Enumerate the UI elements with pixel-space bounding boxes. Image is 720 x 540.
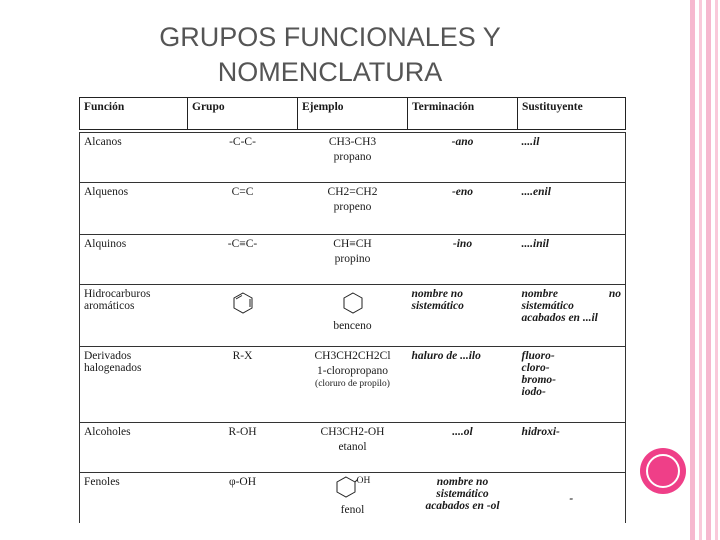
terminacion-line: nombre no — [436, 476, 489, 488]
funcion-line: Hidrocarburos — [84, 288, 151, 300]
cell-terminacion: haluro de ...ilo — [408, 347, 518, 423]
funcion-line: aromáticos — [84, 300, 135, 312]
title-line-2: NOMENCLATURA — [217, 57, 443, 87]
funcion-line: Derivados — [84, 350, 132, 362]
cell-grupo: R-OH — [188, 423, 298, 473]
decorative-rail — [715, 0, 718, 540]
cell-terminacion: -ino — [408, 235, 518, 285]
header-terminacion: Terminación — [408, 98, 518, 130]
decorative-circle — [640, 448, 686, 494]
cell-grupo: -C-C- — [188, 133, 298, 183]
table-row — [80, 473, 626, 523]
header-ejemplo: Ejemplo — [298, 98, 408, 130]
table-row — [80, 183, 626, 235]
ejemplo-nombre: propeno — [333, 201, 372, 213]
sustituyente-line: sistemático — [521, 300, 574, 312]
cell-sustituyente: ....il — [518, 133, 626, 183]
ejemplo-nombre: etanol — [338, 441, 367, 453]
ejemplo-formula: CH3CH2CH2Cl — [314, 350, 391, 362]
cell-ejemplo — [298, 285, 408, 347]
ejemplo-nombre: benceno — [333, 320, 372, 332]
sustituyente-line: nombre — [521, 288, 558, 300]
title-line-1: GRUPOS FUNCIONALES Y — [159, 22, 501, 52]
cell-grupo: φ-OH — [188, 473, 298, 523]
cell-grupo: C=C — [188, 183, 298, 235]
cell-terminacion — [408, 285, 518, 347]
cell-sustituyente: hidroxi- — [518, 423, 626, 473]
ejemplo-oh: OH — [356, 476, 371, 486]
ejemplo-formula: CH3CH2-OH — [320, 426, 385, 438]
cell-grupo — [188, 285, 298, 347]
sustituyente-value: - — [569, 493, 574, 506]
cell-terminacion: ....ol — [408, 423, 518, 473]
table-row — [80, 347, 626, 423]
cell-ejemplo — [298, 423, 408, 473]
cell-terminacion: -eno — [408, 183, 518, 235]
cell-ejemplo — [298, 347, 408, 423]
sustituyente-line: iodo- — [521, 386, 546, 398]
table-row — [80, 285, 626, 347]
cell-funcion — [80, 285, 188, 347]
terminacion-line: nombre no — [411, 288, 463, 300]
ejemplo-nombre: propano — [333, 151, 372, 163]
header-grupo: Grupo — [188, 98, 298, 130]
cell-ejemplo — [298, 473, 408, 523]
ejemplo-formula: CH2=CH2 — [327, 186, 378, 198]
ejemplo-nombre: 1-cloropropano — [317, 365, 388, 377]
terminacion-line: acabados en -ol — [425, 500, 500, 512]
cell-funcion: Alcoholes — [80, 423, 188, 473]
decorative-rail — [699, 0, 702, 540]
cell-sustituyente — [518, 347, 626, 423]
cell-ejemplo — [298, 183, 408, 235]
table-header-row — [80, 98, 626, 130]
cell-grupo: -C≡C- — [188, 235, 298, 285]
header-sustituyente: Sustituyente — [518, 98, 626, 130]
ejemplo-formula: CH3-CH3 — [328, 136, 377, 148]
benzene-ring-icon — [342, 292, 364, 314]
terminacion-line: sistemático — [411, 300, 464, 312]
decorative-rail — [706, 0, 711, 540]
cell-sustituyente — [518, 285, 626, 347]
cell-ejemplo — [298, 133, 408, 183]
cell-funcion: Alquinos — [80, 235, 188, 285]
cell-funcion: Alcanos — [80, 133, 188, 183]
ejemplo-nombre: propino — [334, 253, 371, 265]
sustituyente-line: fluoro- — [521, 350, 555, 362]
cell-sustituyente — [518, 473, 626, 523]
phenol-ring-icon — [335, 476, 357, 498]
cell-sustituyente: ....inil — [518, 235, 626, 285]
terminacion-line: sistemático — [436, 488, 489, 500]
cell-sustituyente: ....enil — [518, 183, 626, 235]
cell-terminacion: -ano — [408, 133, 518, 183]
cell-grupo: R-X — [188, 347, 298, 423]
sustituyente-line: acabados en ...il — [521, 312, 598, 324]
cell-funcion — [80, 347, 188, 423]
table-row — [80, 133, 626, 183]
sustituyente-line: cloro- — [521, 362, 550, 374]
decorative-rail — [690, 0, 695, 540]
benzene-ring-icon — [232, 292, 254, 314]
table-row — [80, 235, 626, 285]
ejemplo-formula: CH≡CH — [333, 238, 372, 250]
sustituyente-line: bromo- — [521, 374, 556, 386]
header-funcion: Función — [80, 98, 188, 130]
table-row — [80, 423, 626, 473]
slide-title — [100, 20, 560, 90]
functional-groups-table — [79, 97, 626, 523]
sustituyente-line: no — [608, 288, 621, 300]
funcion-line: halogenados — [84, 362, 142, 374]
cell-funcion: Fenoles — [80, 473, 188, 523]
cell-terminacion — [408, 473, 518, 523]
ejemplo-nombre: fenol — [340, 504, 365, 516]
cell-funcion: Alquenos — [80, 183, 188, 235]
ejemplo-extra: (cloruro de propilo) — [315, 379, 390, 389]
cell-ejemplo — [298, 235, 408, 285]
